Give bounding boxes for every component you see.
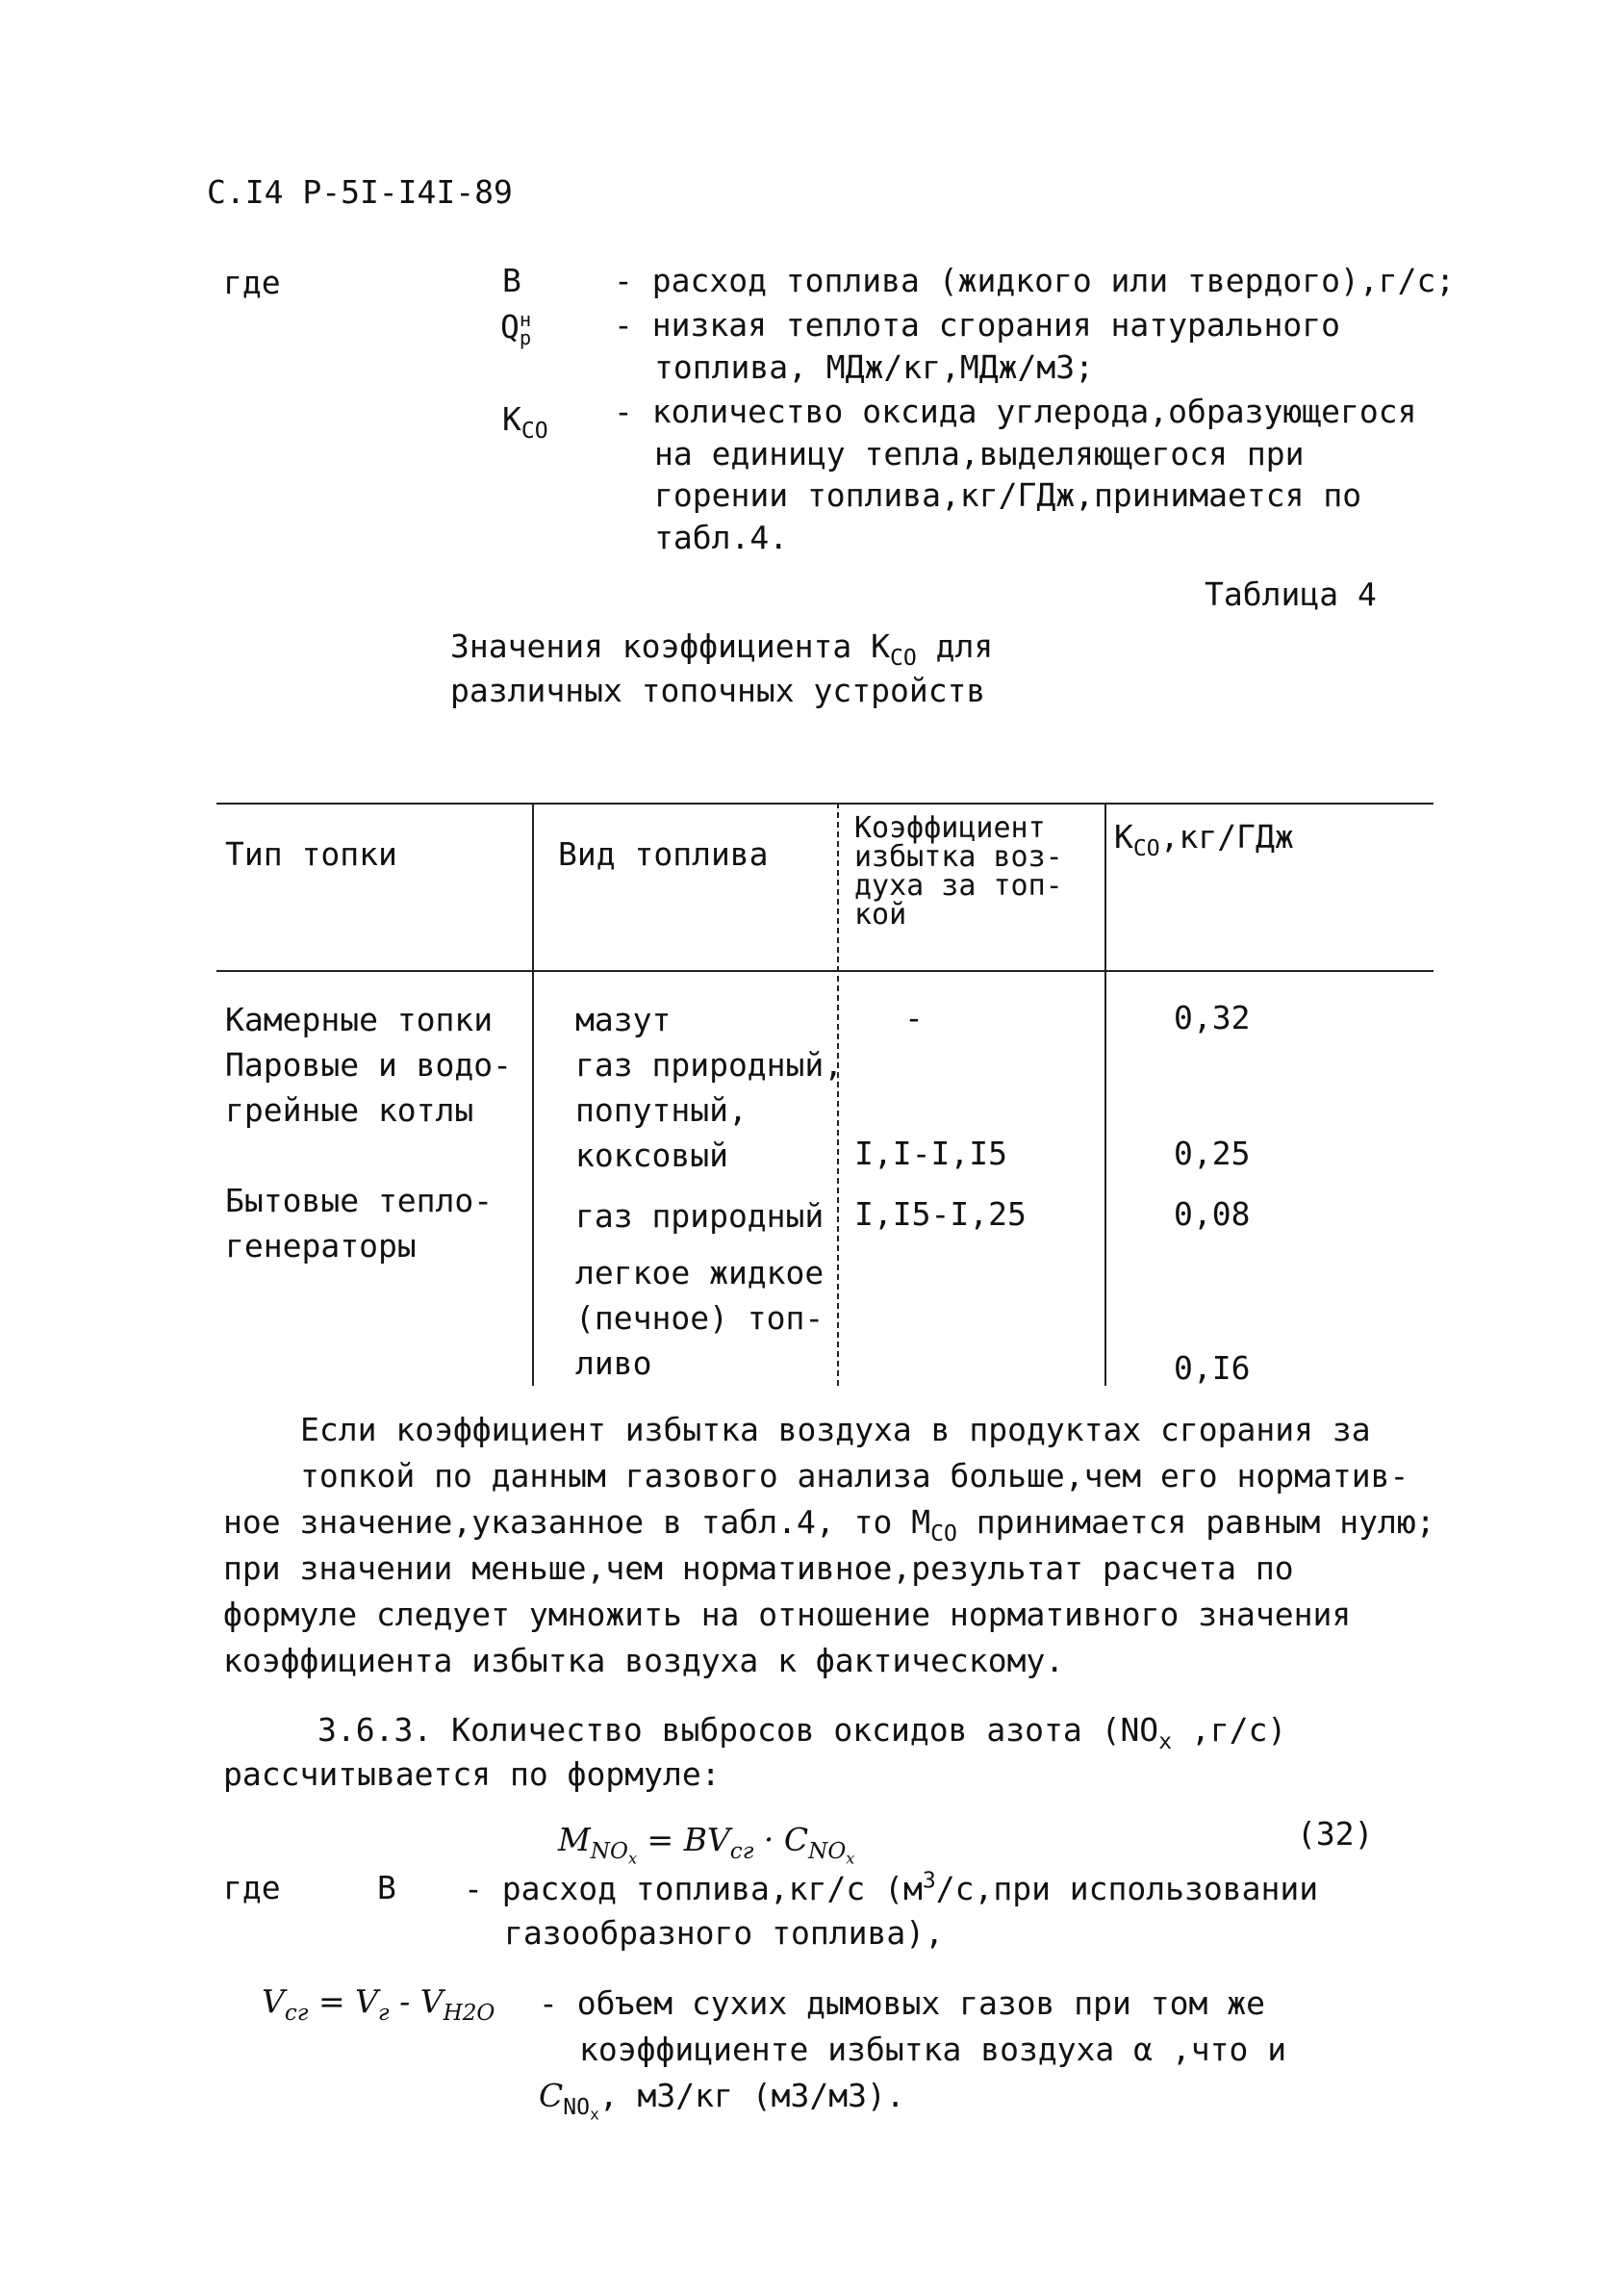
definition-vsg-text bbox=[539, 1981, 1287, 2124]
header-excess-air bbox=[854, 811, 1063, 932]
header-excess-air-line: кой bbox=[854, 898, 907, 932]
table-cell: генераторы bbox=[225, 1227, 417, 1265]
table-cell: - bbox=[904, 999, 924, 1036]
table-cell: попутный, bbox=[575, 1091, 748, 1129]
table-header-rule bbox=[216, 970, 1434, 972]
symbol-q: Q н р bbox=[500, 308, 532, 349]
section-363-heading: 3.6.3. Количество выбросов оксидов азота ($NO_x$ ,г/с) bbox=[317, 1711, 1287, 1755]
definition-vsg-line: $C_{NO_x}$, м3/кг (м3/м3). bbox=[539, 2077, 905, 2124]
table-cell: газ природный bbox=[575, 1197, 825, 1235]
table-cell: (печное) топ- bbox=[575, 1299, 825, 1337]
symbol-b: В bbox=[502, 262, 521, 299]
definition-kco-line: табл.4. bbox=[654, 518, 789, 556]
paragraph-line: формуле следует умножить на отношение нормативного значения bbox=[223, 1596, 1352, 1633]
table-label: Таблица 4 bbox=[1205, 575, 1377, 613]
table-cell: 0,25 bbox=[1174, 1135, 1251, 1172]
table-cell: Камерные топки bbox=[225, 1001, 494, 1038]
table-cell: легкое жидкое bbox=[575, 1254, 825, 1291]
definition-kco-text bbox=[614, 391, 1416, 558]
table-cell: ливо bbox=[575, 1344, 652, 1382]
table-cell: 0,I6 bbox=[1174, 1349, 1251, 1387]
definition-vsg-line: - объем сухих дымовых газов при том же bbox=[539, 1984, 1265, 2022]
header-fuel-type: Вид топлива bbox=[558, 835, 769, 873]
header-kco: $К_{CO},кг$/ГДж bbox=[1114, 818, 1294, 862]
header-excess-air-line: духа за топ- bbox=[854, 869, 1063, 903]
definition-kco-line: на единицу тепла,выделяющегося при bbox=[654, 434, 1305, 473]
formula-vsg: $V_{сг} = V_г - V_{H2O}$ bbox=[262, 1982, 495, 2027]
table-cell: грейные котлы bbox=[225, 1091, 474, 1129]
definition-b2-text bbox=[464, 1867, 1318, 1955]
col-furnace-type bbox=[225, 997, 512, 1268]
paragraph-line: топкой по данным газового анализа больше,чем его норматив- bbox=[300, 1457, 1409, 1495]
where-label-2: где bbox=[223, 1869, 281, 1906]
paragraph-line: Если коэффициент избытка воздуха в продуктах сгорания за bbox=[300, 1411, 1371, 1448]
formula-number: (32) bbox=[1297, 1815, 1374, 1853]
table-cell: 0,08 bbox=[1174, 1195, 1251, 1233]
table-cell: I,I5-I,25 bbox=[854, 1195, 1027, 1233]
symbol-kco: $K_{CO}$ bbox=[502, 400, 548, 445]
table-col-divider-1 bbox=[532, 803, 534, 1386]
table-cell: Бытовые тепло- bbox=[225, 1182, 494, 1219]
table-cell: I,I-I,I5 bbox=[854, 1135, 1007, 1172]
table-cell: мазут bbox=[575, 1001, 672, 1038]
header-excess-air-line: избытка воз- bbox=[854, 840, 1063, 874]
paragraph-line: ное значение,указанное в табл.4, то $М_{CO}$ принимается равным нулю; bbox=[223, 1503, 1435, 1547]
table-cell: 0,32 bbox=[1174, 999, 1251, 1036]
definition-kco-line: - количество оксида углерода,образующегося bbox=[614, 393, 1417, 430]
page-header: С.I4 Р-5I-I4I-89 bbox=[207, 173, 513, 211]
where-label: где bbox=[223, 264, 281, 301]
definition-q-line: - низкая теплота сгорания натурального bbox=[614, 306, 1340, 344]
header-excess-air-line: Коэффициент bbox=[854, 811, 1046, 845]
table-caption-line1: Значения коэффициента $К_{CO}$ для bbox=[450, 627, 994, 672]
table-caption-line2: различных топочных устройств bbox=[450, 672, 986, 709]
paragraph-excess-air bbox=[223, 1407, 1435, 1684]
table-cell: газ природный, bbox=[575, 1046, 844, 1084]
table-cell: Паровые и водо- bbox=[225, 1046, 513, 1084]
symbol-b-2: В bbox=[377, 1869, 396, 1906]
definition-b2-line: - расход топлива,кг/с ($м^3/с,при$ использовании bbox=[464, 1868, 1319, 1907]
paragraph-line: коэффициента избытка воздуха к фактическому. bbox=[223, 1642, 1065, 1679]
table-cell bbox=[225, 1133, 512, 1178]
table-cell: коксовый bbox=[575, 1137, 728, 1174]
paragraph-line: при значении меньше,чем нормативное,результат расчета по bbox=[223, 1549, 1294, 1587]
definition-q-text bbox=[614, 304, 1340, 388]
formula-32: $M_{NO_x} = BV_{сг} \cdot C_{NO_x}$ bbox=[558, 1821, 855, 1868]
definition-vsg-line: коэффициенте избытка воздуха α ,что и bbox=[579, 2031, 1287, 2068]
table-top-rule bbox=[216, 803, 1434, 805]
definition-q-line: топлива, МДж/кг,МДж/м3; bbox=[654, 347, 1094, 386]
table-col-divider-3 bbox=[1104, 803, 1106, 1386]
col-fuel-type bbox=[575, 997, 843, 1386]
definition-kco-line: горении топлива,кг/ГДж,принимается по bbox=[654, 476, 1362, 515]
definition-b-text: - расход топлива (жидкого или твердого),г/с; bbox=[614, 262, 1456, 299]
header-furnace-type: Тип топки bbox=[225, 835, 397, 873]
section-363-line2: рассчитывается по формуле: bbox=[223, 1755, 721, 1793]
definition-b2-line: газообразного топлива), bbox=[504, 1914, 944, 1952]
